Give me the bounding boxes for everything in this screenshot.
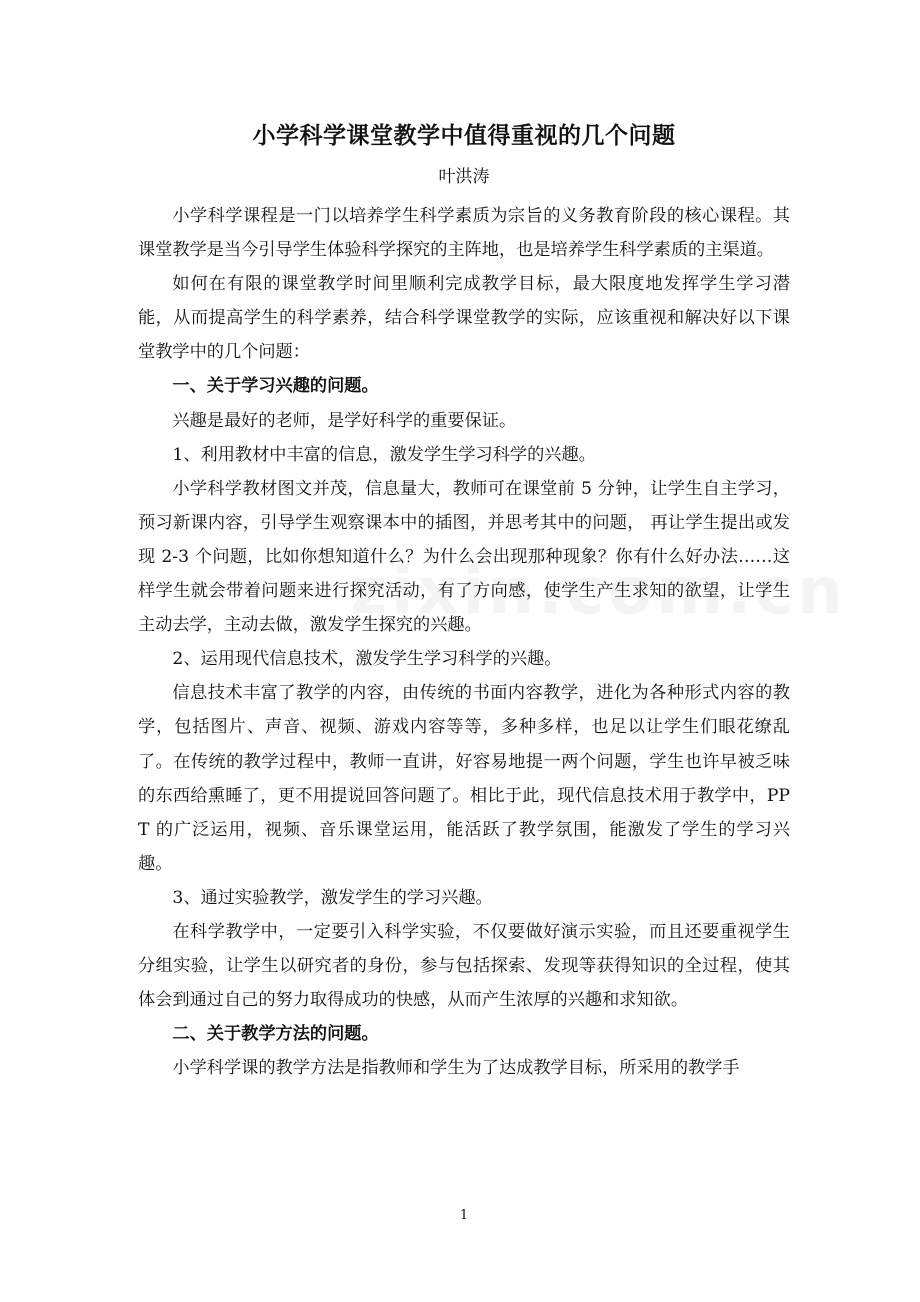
subheading-1: 1、利用教材中丰富的信息，激发学生学习科学的兴趣。: [172, 444, 596, 465]
paragraph: 在科学教学中，一定要引入科学实验，不仅要做好演示实验，而且还要重视学生分组实验，让学生以研究者的身份，参与包括探索、发现等获得知识的全过程，使其体会到通过自己的努力取得成功的快感，从而产生浓厚的兴趣和求知欲。: [138, 921, 790, 1011]
paragraph-intro-2: 如何在有限的课堂教学时间里顺利完成教学目标，最大限度地发挥学生学习潜能，从而提高学生的科学素养，结合科学课堂教学的实际，应该重视和解决好以下课堂教学中的几个问题：: [138, 274, 790, 363]
paragraph: 信息技术丰富了教学的内容，由传统的书面内容教学，进化为各种形式内容的教学，包括图片、声音、视频、游戏内容等等，多种多样，也足以让学生们眼花缭乱了。在传统的教学过程中，教师一直讲，好容易地提一两个问题，学生也许早被乏味的东西给熏睡了，更不用提说回答问题了。相比于此，现代信息技术用于教学中，PPT 的广泛运用，视频、音乐课堂运用，能活跃了教学氛围，能激发了学生的学习兴趣。: [138, 683, 790, 874]
subheading-3: 3、通过实验教学，激发学生的学习兴趣。: [172, 887, 493, 908]
document-body: [138, 199, 790, 1085]
section-heading-1: 一、关于学习兴趣的问题。: [172, 376, 379, 397]
page-number: 1: [459, 1208, 469, 1223]
document-page: [138, 0, 790, 1302]
section-heading-2: 二、关于教学方法的问题。: [172, 1024, 379, 1045]
paragraph: 小学科学课的教学方法是指教师和学生为了达成教学目标，所采用的教学手: [172, 1058, 740, 1079]
document-title: 小学科学课堂教学中值得重视的几个问题: [252, 122, 676, 149]
document-author: 叶洪涛: [438, 167, 490, 187]
subheading-2: 2、运用现代信息技术，激发学生学习科学的兴趣。: [172, 649, 562, 670]
paragraph: 小学科学教材图文并茂，信息量大，教师可在课堂前 5 分钟，让学生自主学习，预习新课内容，引导学生观察课本中的插图，并思考其中的问题， 再让学生提出或发现 2-3 个问题，比如你想知道什么？为什么会出现那种现象？你有什么好办法……这样学生就会带着问题来进行探究活动，有了方向感，使学生产生求知的欲望，让学生主动去学，主动去做，激发学生探究的兴趣。: [138, 478, 790, 636]
paragraph: 兴趣是最好的老师，是学好科学的重要保证。: [172, 410, 517, 431]
paragraph-intro-1: 小学科学课程是一门以培养学生科学素质为宗旨的义务教育阶段的核心课程。其课堂教学是当今引导学生体验科学探究的主阵地，也是培养学生科学素质的主渠道。: [138, 206, 790, 261]
